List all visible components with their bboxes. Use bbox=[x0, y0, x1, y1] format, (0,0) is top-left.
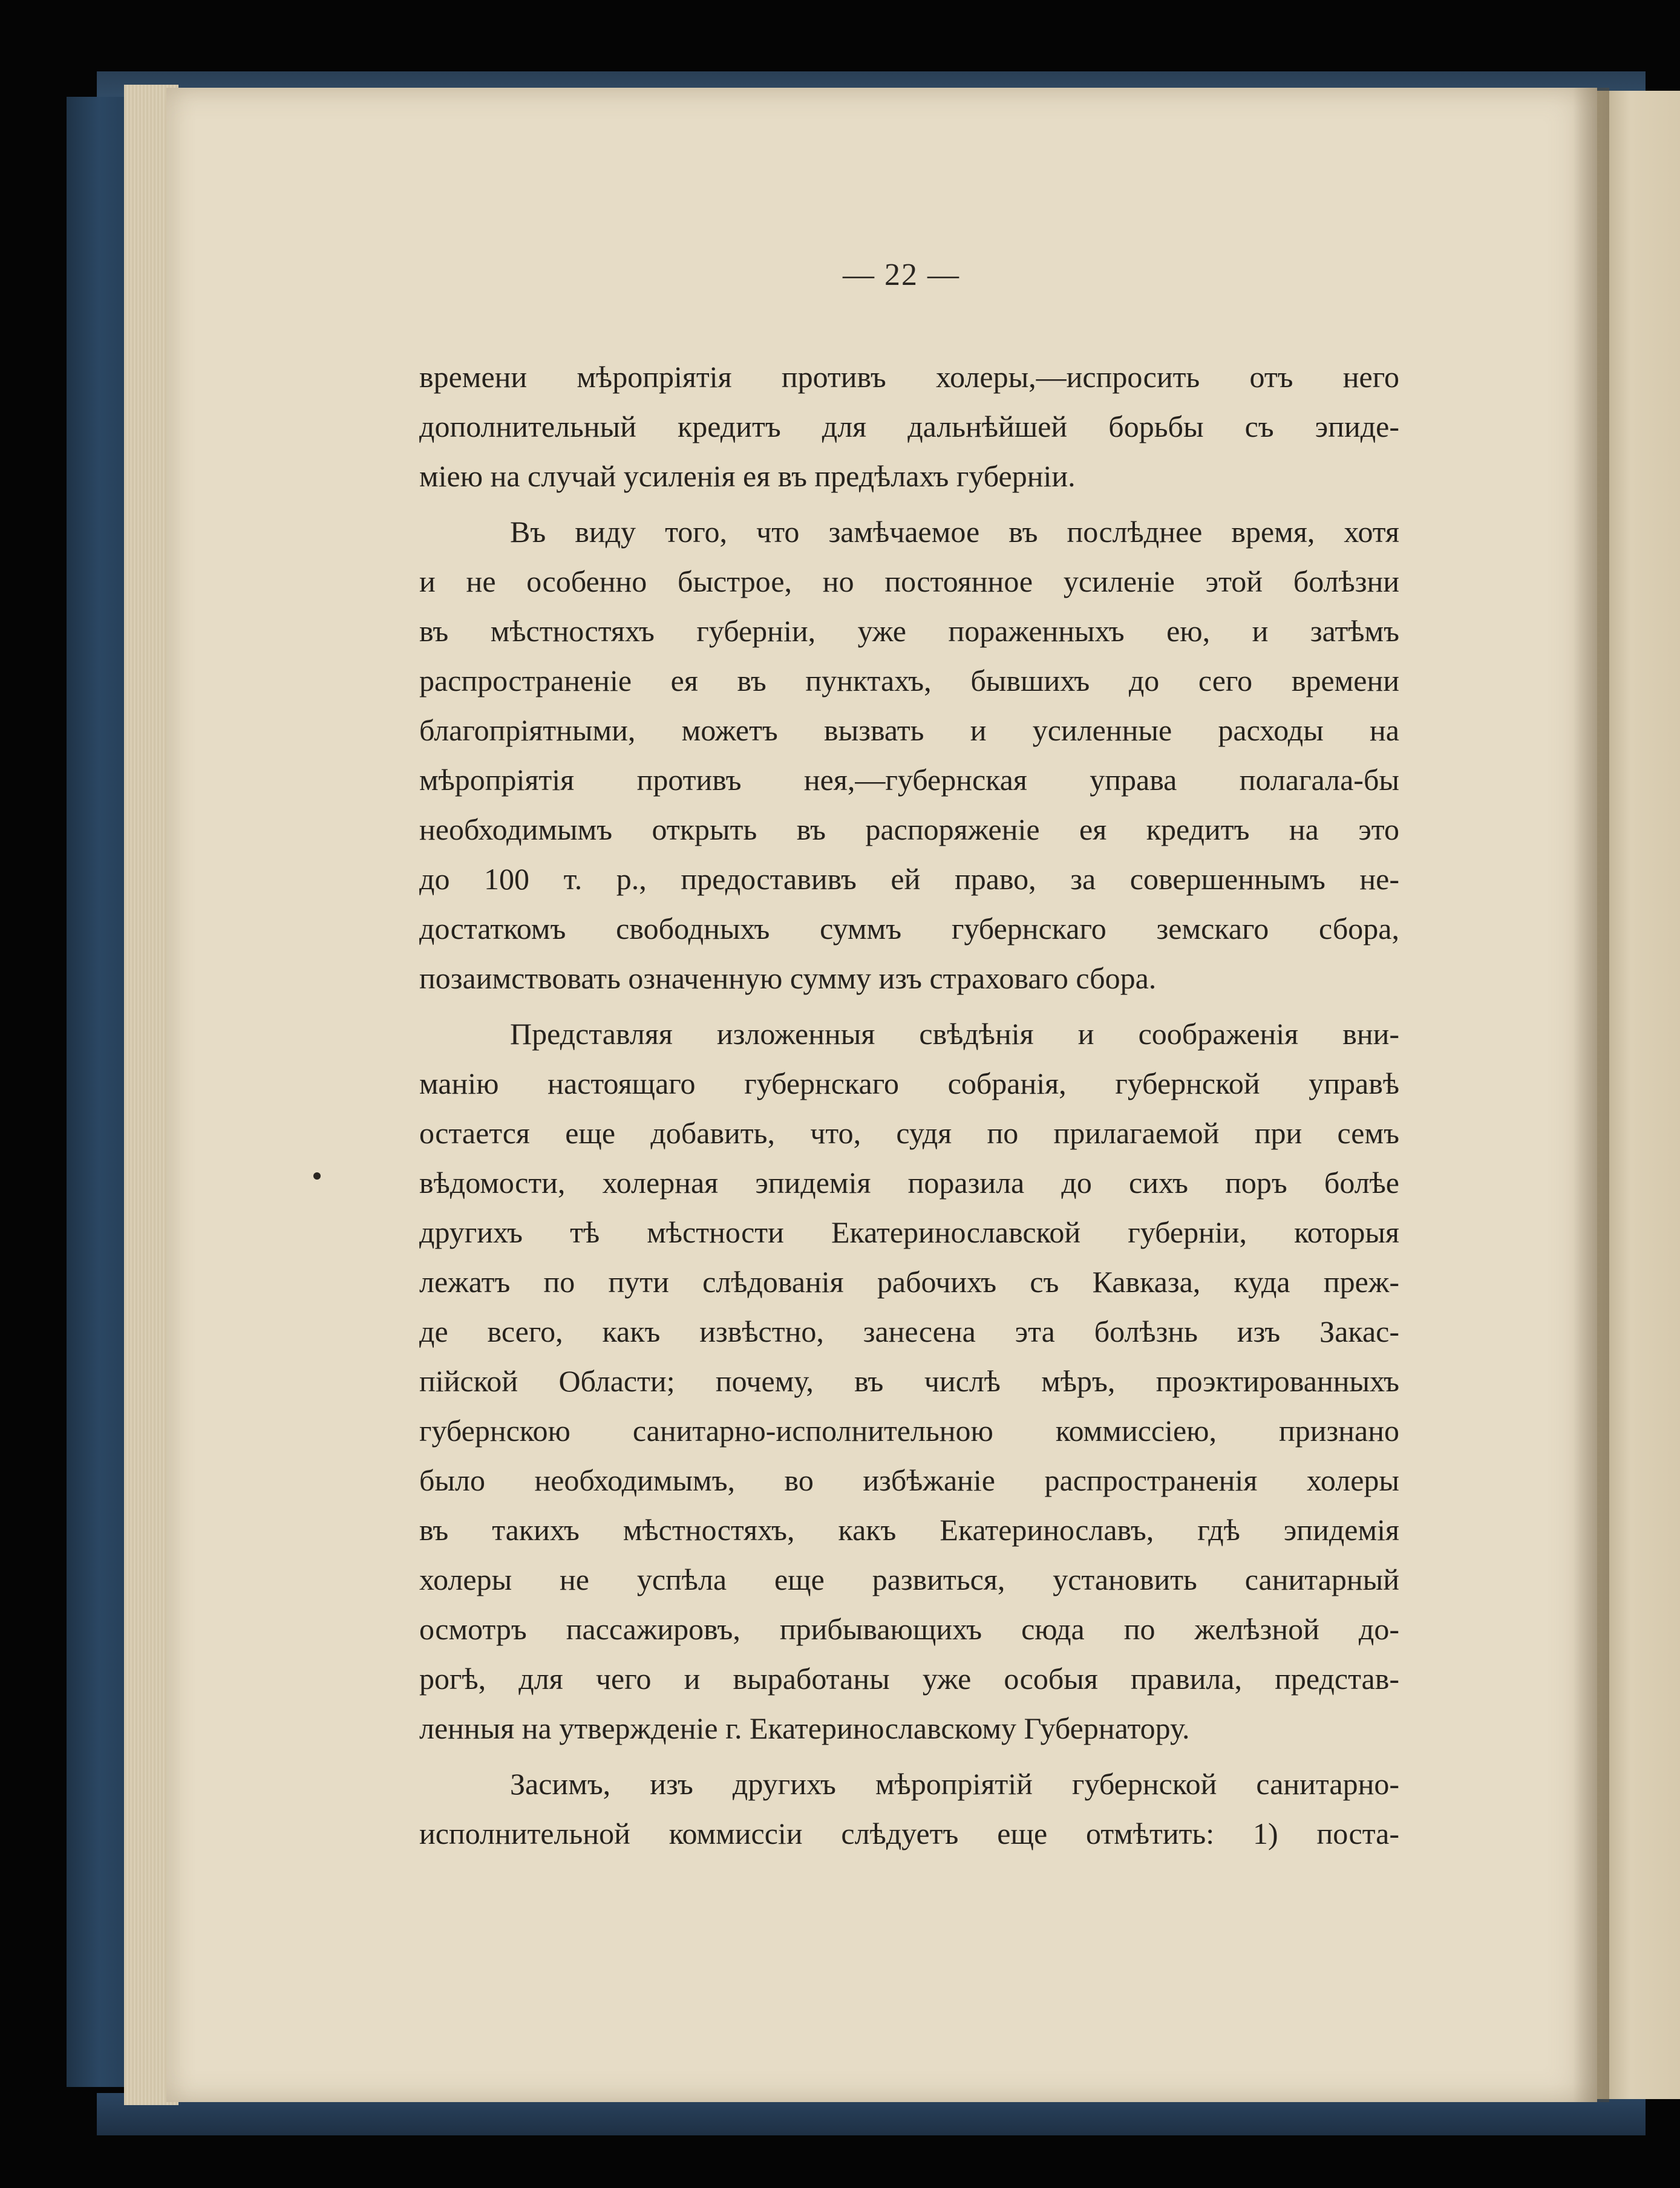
text-line: необходимымъ открыть въ распоряженіе ея кредитъ на это bbox=[419, 812, 1399, 846]
text-line: де всего, какъ извѣстно, занесена эта болѣзнь изъ Закас- bbox=[419, 1314, 1399, 1348]
text-line: мѣропріятія противъ нея,—губернская управа полагала-бы bbox=[419, 763, 1399, 797]
paragraph bbox=[419, 352, 1399, 501]
text-line: холеры не успѣла еще развиться, установить санитарный bbox=[419, 1563, 1399, 1596]
text-line: вѣдомости, холерная эпидемія поразила до сихъ поръ болѣе bbox=[419, 1166, 1399, 1200]
text-line: въ мѣстностяхъ губерніи, уже пораженныхъ ею, и затѣмъ bbox=[419, 614, 1399, 648]
text-line: пійской Области; почему, въ числѣ мѣръ, проэктированныхъ bbox=[419, 1364, 1399, 1398]
text-line: осмотръ пассажировъ, прибывающихъ сюда по желѣзной до- bbox=[419, 1612, 1399, 1646]
page-number: — 22 — bbox=[843, 258, 960, 292]
text-line: остается еще добавить, что, судя по прилагаемой при семъ bbox=[419, 1116, 1399, 1150]
text-line: манію настоящаго губернскаго собранія, губернской управѣ bbox=[419, 1066, 1399, 1100]
text-line: исполнительной коммиссіи слѣдуетъ еще отмѣтить: 1) поста- bbox=[419, 1817, 1399, 1850]
text-line: другихъ тѣ мѣстности Екатеринославской губерніи, которыя bbox=[419, 1215, 1399, 1249]
text-line: губернскою санитарно-исполнительною коммиссіею, признано bbox=[419, 1414, 1399, 1448]
text-line: міею на случай усиленія ея въ предѣлахъ губерніи. bbox=[419, 459, 1076, 493]
text-line: Засимъ, изъ другихъ мѣропріятій губернской санитарно- bbox=[510, 1767, 1399, 1801]
text-line: и не особенно быстрое, но постоянное усиленіе этой болѣзни bbox=[419, 564, 1399, 598]
text-line: Представляя изложенныя свѣдѣнія и соображенія вни- bbox=[510, 1017, 1399, 1051]
gutter-shadow bbox=[1573, 88, 1609, 2102]
text-line: лежатъ по пути слѣдованія рабочихъ съ Кавказа, куда преж- bbox=[419, 1265, 1399, 1299]
text-line: рогѣ, для чего и выработаны уже особыя правила, представ- bbox=[419, 1662, 1399, 1696]
text-line: достаткомъ свободныхъ суммъ губернскаго земскаго сбора, bbox=[419, 912, 1399, 945]
body-text bbox=[419, 352, 1399, 1858]
facing-page-edge bbox=[1597, 91, 1680, 2099]
text-line: Въ виду того, что замѣчаемое въ послѣднее время, хотя bbox=[510, 515, 1399, 549]
text-line: было необходимымъ, во избѣжаніе распространенія холеры bbox=[419, 1463, 1399, 1497]
text-line: ленныя на утвержденіе г. Екатеринославскому Губернатору. bbox=[419, 1711, 1190, 1745]
text-line: распространеніе ея въ пунктахъ, бывшихъ до сего времени bbox=[419, 664, 1399, 697]
paragraph bbox=[419, 1009, 1399, 1753]
text-line: благопріятными, можетъ вызвать и усиленные расходы на bbox=[419, 713, 1399, 747]
paragraph bbox=[419, 1759, 1399, 1858]
ink-speck bbox=[313, 1172, 321, 1180]
text-line: дополнительный кредитъ для дальнѣйшей борьбы съ эпиде- bbox=[419, 410, 1399, 443]
paragraph bbox=[419, 507, 1399, 1003]
text-line: времени мѣропріятія противъ холеры,—испросить отъ него bbox=[419, 360, 1399, 394]
text-line: въ такихъ мѣстностяхъ, какъ Екатеринославъ, гдѣ эпидемія bbox=[419, 1513, 1399, 1547]
text-line: до 100 т. р., предоставивъ ей право, за совершеннымъ не- bbox=[419, 862, 1399, 896]
text-line: позаимствовать означенную сумму изъ страховаго сбора. bbox=[419, 961, 1157, 995]
